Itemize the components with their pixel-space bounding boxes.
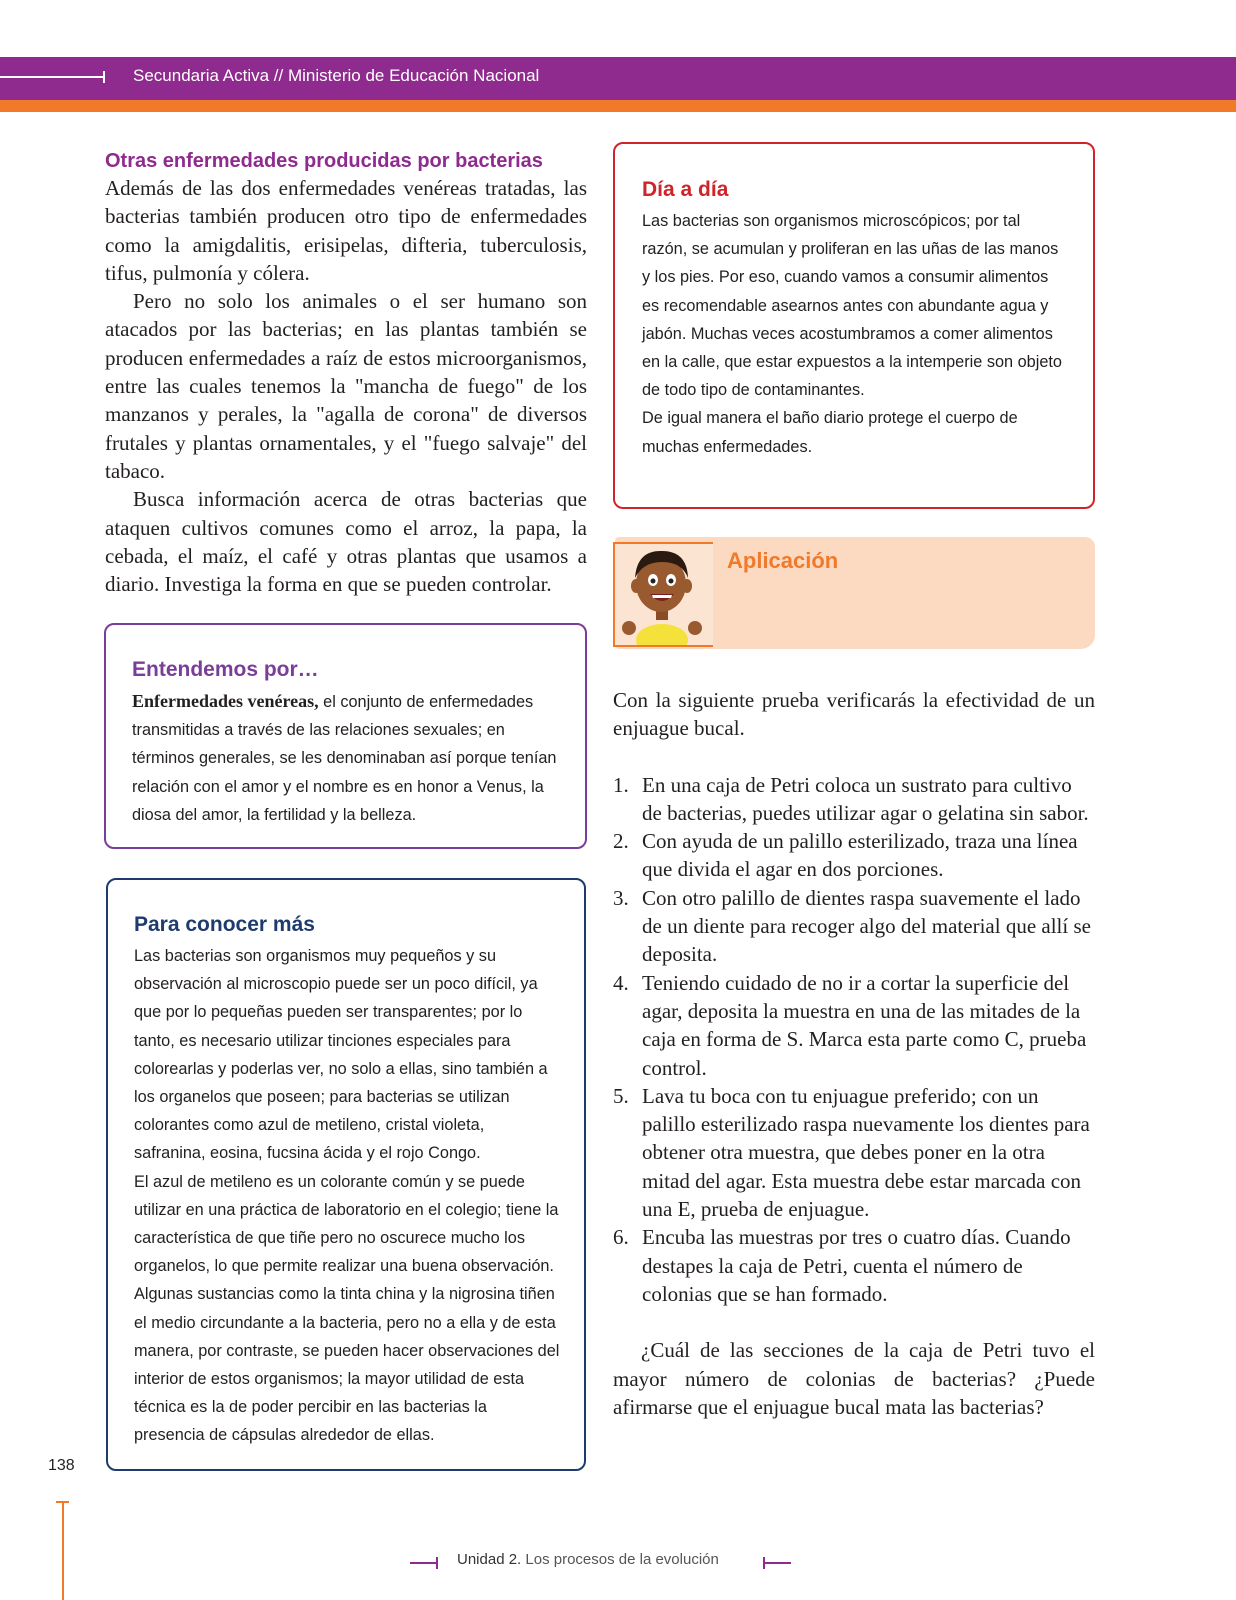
right-column (613, 686, 1095, 1421)
student-avatar (613, 542, 713, 647)
para-conocer-mas-text-2: El azul de metileno es un colorante común y se puede utilizar en una práctica de laboratorio en el colegio; tiene la característica de que tiñe pero no oscurece mucho los organelos, lo que permite realizar una buena observación. Algunas sustancias como la tinta china y la nigrosina tiñen el medio circundante a la bacteria, pero no a ella y de esta manera, por contraste, se pueden hacer observaciones del interior de estos organismos; la mayor utilidad de esta técnica es la de poder percibir en las bacterias la presencia de cápsulas alrededor de ellas. (134, 1172, 560, 1445)
footer-unit-label: Unidad 2. (457, 1551, 522, 1568)
header-rule (0, 76, 104, 78)
steps-list (613, 771, 1095, 1309)
footer-rule-left (410, 1562, 436, 1564)
footer-unit-title: Los procesos de la evolución (521, 1551, 719, 1568)
dia-a-dia-box (613, 142, 1095, 509)
step-text: En una caja de Petri coloca un sustrato para cultivo de bacterias, puedes utilizar agar o gelatina sin sabor. (642, 772, 1089, 825)
term-definition: el conjunto de enfermedades transmitidas a través de las relaciones sexuales; en términos generales, se les denominaban así porque tenían relación con el amor y el nombre es en honor a Venus, la diosa del amor, la fertilidad y la belleza. (132, 693, 557, 824)
step-text: Con ayuda de un palillo esterilizado, traza una línea que divida el agar en dos porciones. (642, 829, 1078, 882)
footer-tick-left (436, 1557, 438, 1569)
step-text: Teniendo cuidado de no ir a cortar la superficie del agar, deposita la muestra en una de las mitades de la caja en forma de S. Marca esta parte como C, prueba control. (642, 970, 1087, 1080)
footer (410, 1551, 800, 1575)
entendemos-por-text (132, 687, 561, 829)
step-number: 4. (613, 970, 629, 995)
aplicacion-intro: Con la siguiente prueba verificarás la efectividad de un enjuague bucal. (613, 688, 1095, 741)
footer-unit (457, 1551, 719, 1568)
aplicacion-question: ¿Cuál de las secciones de la caja de Petri tuvo el mayor número de colonias de bacterias? ¿Puede afirmarse que el enjuague bucal mata las bacterias? (613, 1338, 1095, 1419)
left-column (105, 148, 587, 598)
step-text: Encuba las muestras por tres o cuatro días. Cuando destapes la caja de Petri, cuenta el número de colonias que se han formado. (642, 1225, 1071, 1306)
para-conocer-mas-box (106, 878, 586, 1471)
dia-a-dia-title: Día a día (642, 178, 729, 201)
header-accent-stripe (0, 100, 1236, 112)
step-number: 3. (613, 885, 629, 910)
list-item (613, 771, 1095, 828)
para-conocer-mas-title: Para conocer más (134, 913, 315, 936)
list-item (613, 1082, 1095, 1223)
paragraph-2: Pero no solo los animales o el ser humano son atacados por las bacterias; en las plantas también se producen enfermedades a raíz de estos microorganismos, entre las cuales tenemos la "mancha de fuego" de los manzanos y perales, la "agalla de corona" de diversos frutales y plantas ornamentales, y el "fuego salvaje" del tabaco. (105, 289, 587, 483)
entendemos-por-title: Entendemos por… (132, 658, 319, 681)
dia-a-dia-text: Las bacterias son organismos microscópicos; por tal razón, se acumulan y proliferan en las uñas de las manos y los pies. Por eso, cuando vamos a consumir alimentos es recomendable asearnos antes con abundante agua y jabón. Muchas veces acostumbramos a comer alimentos en la calle, que estar expuestos a la intemperie son objeto de todo tipo de contaminantes. (642, 212, 1062, 400)
step-number: 5. (613, 1083, 629, 1108)
paragraph-1: Además de las dos enfermedades venéreas tratadas, las bacterias también producen otro tipo de enfermedades como la amigdalitis, erisipelas, difteria, tuberculosis, tifus, pulmonía y cólera. (105, 176, 587, 285)
list-item (613, 1223, 1095, 1308)
side-rule (62, 1502, 64, 1600)
list-item (613, 827, 1095, 884)
aplicacion-title: Aplicación (727, 548, 839, 573)
student-avatar-icon (615, 544, 713, 645)
term-highlight: Enfermedades venéreas, (132, 691, 319, 711)
header-rule-tick (103, 71, 105, 83)
step-text: Lava tu boca con tu enjuague preferido; con un palillo esterilizado raspa nuevamente los dientes para obtener otra muestra, que debes poner en la otra mitad del agar. Esta muestra debe estar marcada con una E, prueba de enjuague. (642, 1083, 1090, 1222)
section-title: Otras enfermedades producidas por bacterias (105, 150, 543, 172)
step-number: 6. (613, 1225, 629, 1250)
entendemos-por-box (104, 623, 587, 849)
footer-rule-right (763, 1562, 791, 1564)
dia-a-dia-text-2: De igual manera el baño diario protege el cuerpo de muchas enfermedades. (642, 409, 1018, 456)
step-number: 1. (613, 772, 629, 797)
page-number: 138 (48, 1457, 75, 1474)
step-number: 2. (613, 829, 629, 854)
step-text: Con otro palillo de dientes raspa suavemente el lado de un diente para recoger algo del material que allí se deposita. (642, 885, 1091, 967)
para-conocer-mas-text: Las bacterias son organismos muy pequeños y su observación al microscopio puede ser un poco difícil, ya que por lo pequeñas pueden ser transparentes; por lo tanto, es necesario utilizar tinciones especiales para colorearlas y poderlas ver, no solo a ellas, sino también a los organelos que poseen; para bacterias se utilizan colorantes como azul de metileno, cristal violeta, safranina, eosina, fucsina ácida y el rojo Congo. (134, 947, 548, 1163)
list-item (613, 969, 1095, 1082)
paragraph-3: Busca información acerca de otras bacterias que ataquen cultivos comunes como el arroz, la papa, la cebada, el maíz, el café y otras plantas que usamos a diario. Investiga la forma en que se pueden controlar. (105, 487, 587, 597)
header-title: Secundaria Activa // Ministerio de Educación Nacional (133, 66, 540, 85)
list-item (613, 884, 1095, 969)
